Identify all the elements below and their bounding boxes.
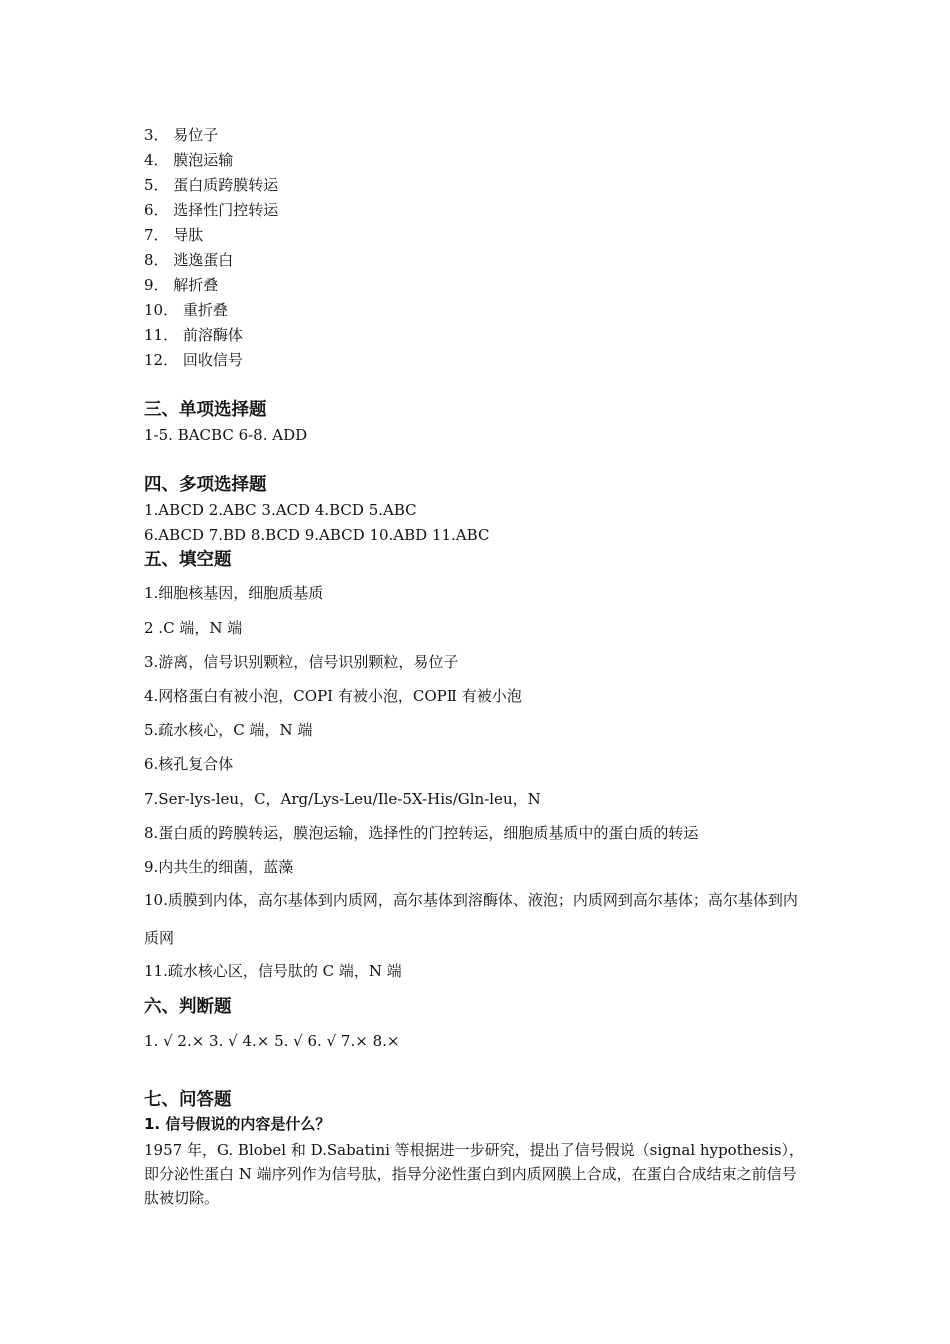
term-item: 4． 膜泡运输 [144,151,234,169]
section-3-answers: 1-5. BACBC 6-8. ADD [144,426,308,444]
term-item: 5． 蛋白质跨膜转运 [144,176,279,194]
question-1: 1. 信号假说的内容是什么？ [144,1115,331,1133]
term-item: 12． 回收信号 [144,351,243,369]
fill-answer: 11.疏水核心区，信号肽的 C 端，N 端 [144,962,402,980]
term-item: 9． 解折叠 [144,276,219,294]
fill-answer: 1.细胞核基因，细胞质基质 [144,584,324,602]
fill-answer: 9.内共生的细菌，蓝藻 [144,858,294,876]
section-4-answers-line2: 6.ABCD 7.BD 8.BCD 9.ABCD 10.ABD 11.ABC [144,526,490,544]
term-item: 6． 选择性门控转运 [144,201,279,219]
term-item: 3． 易位子 [144,126,219,144]
term-item: 8． 逃逸蛋白 [144,251,234,269]
section-7-title: 七、问答题 [144,1090,232,1110]
fill-answer: 4.网格蛋白有被小泡，COPⅠ 有被小泡，COPⅡ 有被小泡 [144,687,522,705]
section-6-title: 六、判断题 [144,997,232,1017]
answer-1: 1957 年，G. Blobel 和 D.Sabatini 等根据进一步研究，提出了信号假说（signal hypothesis），即分泌性蛋白 N 端序列作为信号肽，指导分泌性蛋白到内质网膜上合成，在蛋白合成结束之前信号肽被切除。 [144,1141,804,1207]
term-item: 10． 重折叠 [144,301,228,319]
fill-answer: 10.质膜到内体，高尔基体到内质网，高尔基体到溶酶体、液泡；内质网到高尔基体；高尔基体到内质网 [144,891,798,947]
term-item: 11． 前溶酶体 [144,326,243,344]
fill-answer: 6.核孔复合体 [144,755,234,773]
fill-answer: 2 .C 端，N 端 [144,619,243,637]
fill-answer: 5.疏水核心，C 端，N 端 [144,721,313,739]
section-4-answers-line1: 1.ABCD 2.ABC 3.ACD 4.BCD 5.ABC [144,501,417,519]
fill-answer: 7.Ser-lys-leu，C，Arg/Lys-Leu/Ile-5X-His/Gln-leu，N [144,790,541,808]
section-5-title: 五、填空题 [144,550,232,570]
fill-answer: 3.游离，信号识别颗粒，信号识别颗粒，易位子 [144,653,459,671]
term-item: 7． 导肽 [144,226,204,244]
section-4-title: 四、多项选择题 [144,475,267,495]
section-6-answers: 1. √ 2.× 3. √ 4.× 5. √ 6. √ 7.× 8.× [144,1032,400,1050]
fill-answer: 8.蛋白质的跨膜转运，膜泡运输，选择性的门控转运，细胞质基质中的蛋白质的转运 [144,824,699,842]
section-3-title: 三、单项选择题 [144,400,267,420]
